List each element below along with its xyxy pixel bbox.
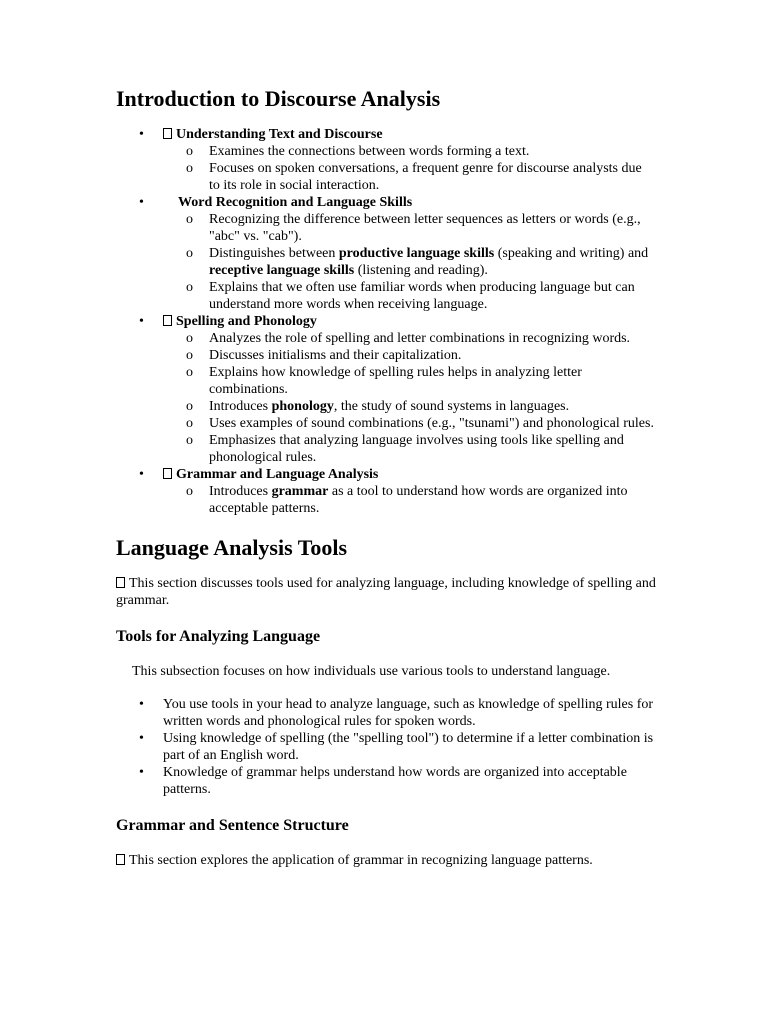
sub-list xyxy=(163,483,656,517)
outline-item-grammar xyxy=(116,466,656,517)
list-item: • You use tools in your head to analyze language, such as knowledge of spelling rules for written words and phonological rules for spoken words. xyxy=(116,696,656,730)
outline-label: Grammar and Language Analysis xyxy=(176,467,379,482)
sub-item: o Emphasizes that analyzing language involves using tools like spelling and phonological rules. xyxy=(163,432,656,466)
outline-label: Understanding Text and Discourse xyxy=(176,127,383,142)
list-item: • Knowledge of grammar helps understand how words are organized into acceptable patterns. xyxy=(116,764,656,798)
heading-tools: Language Analysis Tools xyxy=(116,535,348,560)
subheading-tools: Tools for Analyzing Language xyxy=(116,628,321,645)
outline-list xyxy=(116,126,656,517)
placeholder-glyph-icon xyxy=(116,577,125,588)
document-body xyxy=(116,84,656,869)
placeholder-glyph-icon xyxy=(163,468,172,479)
sub-item: o Discusses initialisms and their capitalization. xyxy=(163,347,656,364)
sub-item: o Explains how knowledge of spelling rules helps in analyzing letter combinations. xyxy=(163,364,656,398)
list-item: • Using knowledge of spelling (the "spelling tool") to determine if a letter combination is part of an English word. xyxy=(116,730,656,764)
sub-list xyxy=(163,330,656,466)
paragraph-grammar: This section explores the application of grammar in recognizing language patterns. xyxy=(116,852,656,869)
placeholder-glyph-icon xyxy=(163,128,172,139)
sub-item: o Introduces phonology, the study of sound systems in languages. xyxy=(163,398,656,415)
paragraph-intro: This section discusses tools used for analyzing language, including knowledge of spelling and grammar. xyxy=(116,576,656,608)
sub-item: o Examines the connections between words forming a text. xyxy=(163,143,656,160)
outline-item-word-recognition xyxy=(116,194,656,313)
paragraph-tools: This subsection focuses on how individuals use various tools to understand language. xyxy=(132,664,611,679)
outline-label: Word Recognition and Language Skills xyxy=(178,195,413,210)
sub-item: o Uses examples of sound combinations (e.g., "tsunami") and phonological rules. xyxy=(163,415,656,432)
outline-label: Spelling and Phonology xyxy=(176,314,317,329)
outline-item-spelling xyxy=(116,313,656,466)
sub-item: o Distinguishes between productive language skills (speaking and writing) and receptive language skills (listening and reading). xyxy=(163,245,656,279)
sub-item: o Recognizing the difference between letter sequences as letters or words (e.g., "abc" vs. "cab"). xyxy=(163,211,656,245)
heading-intro: Introduction to Discourse Analysis xyxy=(116,86,441,111)
sub-list xyxy=(163,143,656,194)
placeholder-glyph-icon xyxy=(116,854,125,865)
sub-list xyxy=(163,211,656,313)
subheading-grammar: Grammar and Sentence Structure xyxy=(116,817,349,834)
tools-list xyxy=(116,696,656,798)
outline-item-understanding xyxy=(116,126,656,194)
sub-item: o Introduces grammar as a tool to understand how words are organized into acceptable patterns. xyxy=(163,483,656,517)
sub-item: o Analyzes the role of spelling and letter combinations in recognizing words. xyxy=(163,330,656,347)
sub-item: o Focuses on spoken conversations, a frequent genre for discourse analysts due to its role in social interaction. xyxy=(163,160,656,194)
placeholder-glyph-icon xyxy=(163,315,172,326)
sub-item: o Explains that we often use familiar words when producing language but can understand more words when receiving language. xyxy=(163,279,656,313)
